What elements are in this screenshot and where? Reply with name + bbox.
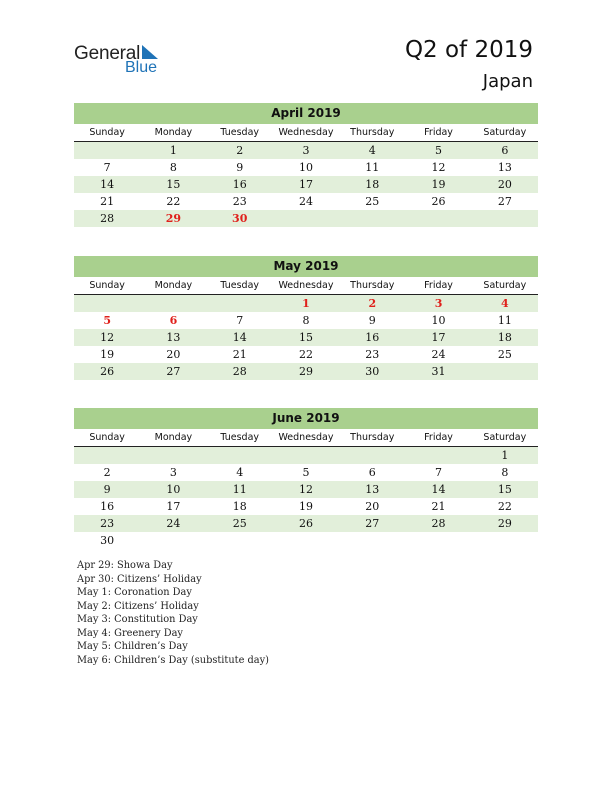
- page-title: Q2 of 2019: [404, 37, 533, 63]
- date-cell: 20: [497, 178, 512, 191]
- date-cell: 7: [435, 466, 443, 479]
- date-cell: [74, 295, 140, 312]
- date-cell: 12: [431, 161, 446, 174]
- holiday-date-cell: 3: [434, 297, 443, 310]
- weekday-label: Sunday: [89, 280, 125, 291]
- date-cell: [273, 447, 339, 464]
- date-cell: 3: [169, 466, 177, 479]
- date-cell: [405, 532, 471, 549]
- date-cell: 10: [166, 483, 181, 496]
- date-cell: 24: [431, 348, 446, 361]
- date-cell: 10: [298, 161, 313, 174]
- date-cell: [339, 447, 405, 464]
- weekday-label: Thursday: [350, 127, 395, 138]
- month-april: [74, 103, 538, 227]
- date-cell: 28: [232, 365, 247, 378]
- date-cell: 6: [368, 466, 376, 479]
- month-may: [74, 256, 538, 380]
- date-cell: 13: [497, 161, 512, 174]
- holiday-date-cell: 1: [302, 297, 310, 310]
- date-cell: 5: [435, 144, 443, 157]
- date-cell: 25: [497, 348, 512, 361]
- weekday-label: Wednesday: [278, 280, 334, 291]
- date-cell: [140, 447, 206, 464]
- weekday-label: Sunday: [89, 432, 125, 443]
- date-cell: 22: [497, 500, 512, 513]
- date-cell: 29: [298, 365, 313, 378]
- date-cell: [273, 532, 339, 549]
- date-cell: 13: [166, 331, 181, 344]
- date-cell: 15: [298, 331, 313, 344]
- week-row: [74, 159, 538, 176]
- holiday-note: Apr 30: Citizens’ Holiday: [77, 573, 202, 585]
- date-cell: 20: [365, 500, 380, 513]
- weekday-label: Saturday: [483, 127, 527, 138]
- date-cell: 21: [100, 195, 115, 208]
- weekday-header-row: [74, 124, 538, 142]
- date-cell: 16: [100, 500, 115, 513]
- country-name: Japan: [482, 71, 533, 92]
- date-cell: 9: [236, 161, 244, 174]
- date-cell: 27: [365, 517, 380, 530]
- month-title: May 2019: [74, 256, 538, 277]
- week-row: [74, 515, 538, 532]
- date-cell: [405, 210, 471, 227]
- week-row: [74, 481, 538, 498]
- date-cell: [140, 532, 206, 549]
- date-cell: 24: [298, 195, 313, 208]
- holiday-date-cell: 29: [165, 212, 182, 225]
- holiday-date-cell: 4: [501, 297, 509, 310]
- weekday-label: Friday: [424, 432, 453, 443]
- date-cell: 10: [431, 314, 446, 327]
- week-row: [74, 447, 538, 464]
- date-cell: 25: [232, 517, 247, 530]
- date-cell: 2: [103, 466, 111, 479]
- date-cell: 29: [497, 517, 512, 530]
- date-cell: 26: [431, 195, 446, 208]
- date-cell: 20: [166, 348, 181, 361]
- date-cell: 23: [100, 517, 115, 530]
- date-cell: 12: [100, 331, 115, 344]
- date-cell: 8: [169, 161, 177, 174]
- holiday-note: May 2: Citizens’ Holiday: [77, 600, 199, 612]
- date-cell: 2: [236, 144, 244, 157]
- date-cell: 28: [100, 212, 115, 225]
- weekday-label: Saturday: [483, 432, 527, 443]
- date-cell: 12: [298, 483, 313, 496]
- holiday-date-cell: 5: [103, 314, 111, 327]
- date-cell: 14: [100, 178, 115, 191]
- week-row: [74, 312, 538, 329]
- month-june: [74, 408, 538, 549]
- date-cell: 6: [501, 144, 509, 157]
- weekday-label: Sunday: [89, 127, 125, 138]
- weekday-label: Wednesday: [278, 127, 334, 138]
- holiday-note: May 5: Children’s Day: [77, 641, 188, 652]
- date-cell: 11: [365, 161, 380, 174]
- weekday-label: Friday: [424, 280, 453, 291]
- week-row: [74, 193, 538, 210]
- date-cell: 30: [365, 365, 380, 378]
- logo-text-general: General: [74, 43, 141, 64]
- date-cell: 18: [365, 178, 380, 191]
- date-cell: [74, 142, 140, 159]
- date-cell: [405, 447, 471, 464]
- date-cell: 1: [501, 449, 509, 462]
- date-cell: [339, 210, 405, 227]
- date-cell: 9: [103, 483, 111, 496]
- holiday-note: May 1: Coronation Day: [77, 587, 192, 598]
- date-cell: [207, 295, 273, 312]
- date-cell: 11: [497, 314, 512, 327]
- date-cell: [207, 447, 273, 464]
- date-cell: 28: [431, 517, 446, 530]
- date-cell: 30: [100, 534, 115, 547]
- date-cell: 7: [236, 314, 244, 327]
- date-cell: 4: [368, 144, 376, 157]
- date-cell: 8: [501, 466, 509, 479]
- date-cell: [207, 532, 273, 549]
- date-cell: 3: [302, 144, 310, 157]
- holiday-date-cell: 6: [169, 314, 178, 327]
- date-cell: 15: [166, 178, 181, 191]
- date-cell: 21: [431, 500, 446, 513]
- date-cell: 23: [232, 195, 247, 208]
- date-cell: 16: [232, 178, 247, 191]
- date-cell: [140, 295, 206, 312]
- week-row: [74, 329, 538, 346]
- date-cell: 24: [166, 517, 181, 530]
- date-cell: 8: [302, 314, 310, 327]
- week-row: [74, 142, 538, 159]
- weekday-label: Monday: [154, 127, 193, 138]
- holiday-note: Apr 29: Showa Day: [77, 560, 173, 571]
- date-cell: 15: [497, 483, 512, 496]
- week-row: [74, 498, 538, 515]
- date-cell: 5: [302, 466, 310, 479]
- date-cell: 19: [431, 178, 446, 191]
- weekday-header-row: [74, 429, 538, 447]
- weekday-label: Saturday: [483, 280, 527, 291]
- date-cell: [472, 532, 538, 549]
- date-cell: 22: [298, 348, 313, 361]
- date-cell: 1: [169, 144, 177, 157]
- date-cell: [273, 210, 339, 227]
- date-cell: 9: [368, 314, 376, 327]
- date-cell: 14: [431, 483, 446, 496]
- date-cell: 22: [166, 195, 181, 208]
- weekday-label: Monday: [154, 432, 193, 443]
- date-cell: [74, 447, 140, 464]
- weekday-label: Friday: [424, 127, 453, 138]
- month-title: April 2019: [74, 103, 538, 124]
- date-cell: 19: [100, 348, 115, 361]
- date-cell: 17: [166, 500, 181, 513]
- logo-text-blue: Blue: [125, 59, 158, 76]
- date-cell: [472, 363, 538, 380]
- weekday-label: Wednesday: [278, 432, 334, 443]
- date-cell: 7: [103, 161, 111, 174]
- date-cell: 17: [298, 178, 313, 191]
- week-row: [74, 210, 538, 227]
- date-cell: 23: [365, 348, 380, 361]
- date-cell: [339, 532, 405, 549]
- holiday-date-cell: 2: [368, 297, 377, 310]
- weekday-label: Tuesday: [220, 432, 260, 443]
- date-cell: 13: [365, 483, 380, 496]
- date-cell: 14: [232, 331, 247, 344]
- weekday-label: Tuesday: [220, 280, 260, 291]
- holiday-note: May 3: Constitution Day: [77, 614, 198, 625]
- weekday-label: Monday: [154, 280, 193, 291]
- holiday-date-cell: 30: [232, 212, 248, 225]
- date-cell: 18: [497, 331, 512, 344]
- weekday-header-row: [74, 277, 538, 295]
- week-row: [74, 295, 538, 312]
- date-cell: 18: [232, 500, 247, 513]
- date-cell: 26: [100, 365, 115, 378]
- week-row: [74, 176, 538, 193]
- month-title: June 2019: [74, 408, 538, 429]
- date-cell: 19: [298, 500, 313, 513]
- date-cell: 4: [236, 466, 244, 479]
- holiday-note: May 4: Greenery Day: [77, 627, 183, 639]
- weekday-label: Thursday: [350, 432, 395, 443]
- date-cell: 27: [497, 195, 512, 208]
- holiday-note: May 6: Children’s Day (substitute day): [77, 654, 269, 666]
- date-cell: 31: [431, 365, 446, 378]
- date-cell: 11: [232, 483, 247, 496]
- weekday-label: Thursday: [350, 280, 395, 291]
- date-cell: 25: [365, 195, 380, 208]
- date-cell: 26: [298, 517, 313, 530]
- date-cell: [472, 210, 538, 227]
- week-row: [74, 346, 538, 363]
- holiday-notes: [77, 559, 269, 667]
- week-row: [74, 532, 538, 549]
- date-cell: 16: [365, 331, 380, 344]
- date-cell: 21: [232, 348, 247, 361]
- date-cell: 27: [166, 365, 181, 378]
- week-row: [74, 363, 538, 380]
- week-row: [74, 464, 538, 481]
- date-cell: 17: [431, 331, 446, 344]
- weekday-label: Tuesday: [220, 127, 260, 138]
